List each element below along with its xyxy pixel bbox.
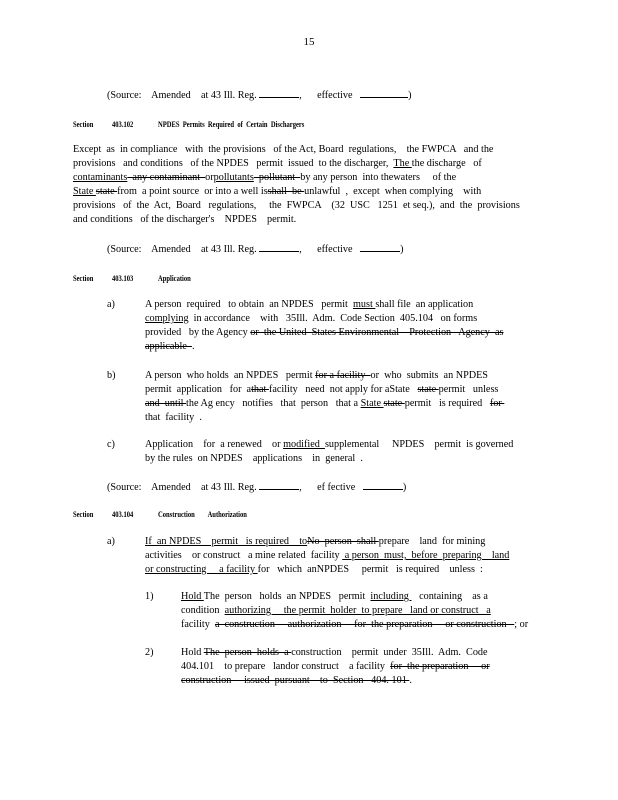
body-text-line: provisions of the Act, Board regulations, the FWPCA (32 USC 1251 et seq.), and the provisions: [73, 200, 520, 211]
source-note: (Source: Amended at 43 Ill. Reg. , effective ): [107, 244, 404, 255]
source-note: (Source: Amended at 43 Ill. Reg. , effective ): [107, 90, 412, 101]
list-marker: 2): [145, 647, 154, 658]
body-text-line: facility a construction authorization for the preparation or construction ; or: [181, 619, 529, 630]
section-title: NPDES Permits Required of Certain Dischargers: [158, 120, 305, 129]
list-marker: b): [107, 370, 116, 381]
body-text-line: and conditions of the discharger's NPDES permit.: [73, 214, 297, 225]
section-heading: Section: [73, 120, 94, 129]
body-text-line: activities or construct a mine related facility a person must, before preparing land: [145, 550, 510, 561]
list-marker: a): [107, 299, 115, 310]
body-text-line: condition authorizing the permit holder to prepare land or construct a: [181, 605, 491, 616]
list-marker: c): [107, 439, 115, 450]
body-text-line: contaminants any contaminant orpollutants pollutant by any person into thewaters of the: [73, 172, 457, 183]
body-text-line: complying in accordance with 35Ill. Adm. Code Section 405.104 on forms: [145, 313, 478, 324]
body-text-line: construction issued pursuant to Section 404. 101 .: [181, 675, 412, 686]
section-number: 403.102: [112, 120, 134, 129]
body-text-line: State state from a point source or into a well isshall be unlawful , except when complying with: [73, 186, 482, 197]
body-text-line: provided by the Agency or the United States Environmental Protection Agency as: [145, 327, 504, 338]
list-marker: 1): [145, 591, 154, 602]
source-note: (Source: Amended at 43 Ill. Reg. , ef fective ): [107, 482, 407, 493]
section-number: 403.104: [112, 510, 134, 519]
body-text-line: A person who holds an NPDES permit for a facility or who submits an NPDES: [145, 370, 488, 381]
body-text-line: Hold The person holds a construction permit under 35Ill. Adm. Code: [181, 647, 488, 658]
section-heading: Section: [73, 274, 94, 283]
section-heading: Section: [73, 510, 94, 519]
body-text-line: by the rules on NPDES applications in general .: [145, 453, 363, 464]
body-text-line: A person required to obtain an NPDES permit must shall file an application: [145, 299, 474, 310]
section-number: 403.103: [112, 274, 134, 283]
body-text-line: Hold The person holds an NPDES permit including containing as a: [181, 591, 488, 602]
page-number: 15: [303, 36, 315, 48]
body-text-line: provisions and conditions of the NPDES permit issued to the discharger, The the discharge of: [73, 158, 482, 169]
body-text-line: If an NPDES permit is required toNo person shall prepare land for mining: [145, 536, 486, 547]
body-text-line: or constructing a facility for which anNPDES permit is required unless :: [145, 564, 483, 575]
list-marker: a): [107, 536, 115, 547]
body-text-line: permit application for athat facility need not apply for aState state permit unless: [145, 384, 499, 395]
body-text-line: 404.101 to prepare landor construct a facility for the preparation or: [181, 661, 490, 672]
section-title: Construction Authorization: [158, 510, 247, 519]
body-text-line: applicable .: [145, 341, 195, 352]
body-text-line: that facility .: [145, 412, 202, 423]
body-text-line: and until the Ag ency notifies that person that a State state permit is required for: [145, 398, 505, 409]
body-text-line: Except as in compliance with the provisions of the Act, Board regulations, the FWPCA and the: [73, 144, 494, 155]
body-text-line: Application for a renewed or modified supplemental NPDES permit is governed: [145, 439, 514, 450]
section-title: Application: [158, 274, 191, 283]
